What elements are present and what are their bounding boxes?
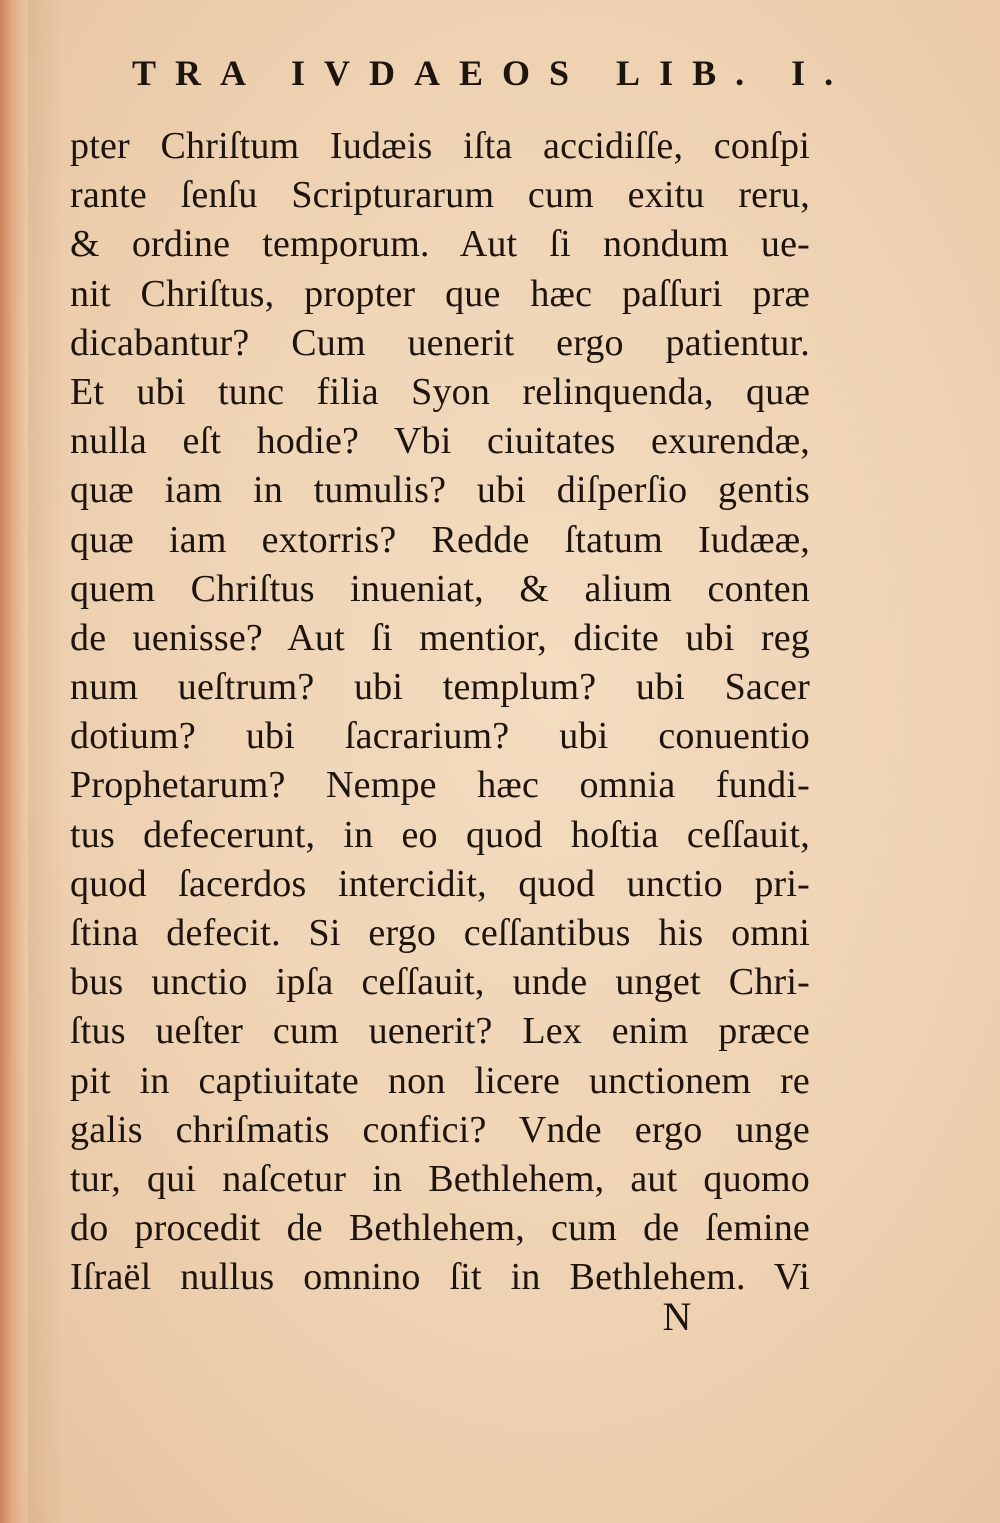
text-line: Et ubi tunc filia Syon relinquenda, quæ	[70, 370, 810, 413]
text-line: ſtina defecit. Si ergo ceſſantibus his omni	[70, 912, 810, 954]
text-line: ſtus ueſter cum uenerit? Lex enim præce	[70, 1010, 810, 1053]
text-line: pter Chriſtum Iudæis iſta accidiſſe, conſpi	[70, 125, 810, 167]
text-line: bus unctio ipſa ceſſauit, unde unget Chri-	[70, 961, 810, 1004]
page-gutter-edge	[0, 0, 28, 1523]
text-line: nulla eſt hodie? Vbi ciuitates exurendæ,	[70, 420, 810, 463]
signature-mark: N	[662, 1294, 692, 1339]
text-line: pit in captiuitate non licere unctionem re	[70, 1059, 810, 1102]
text-line: num ueſtrum? ubi templum? ubi Sacer	[70, 666, 810, 709]
text-line: tur, qui naſcetur in Bethlehem, aut quomo	[70, 1157, 810, 1200]
body-text	[70, 122, 810, 1303]
text-line: de uenisse? Aut ſi mentior, dicite ubi reg	[70, 616, 810, 659]
text-line: do procedit de Bethlehem, cum de ſemine	[70, 1207, 810, 1250]
text-line: Iſraël nullus omnino ſit in Bethlehem. Vi	[70, 1256, 810, 1299]
text-line: dicabantur? Cum uenerit ergo patientur.	[70, 321, 810, 364]
text-line: rante ſenſu Scripturarum cum exitu reru,	[70, 174, 810, 217]
text-line: quem Chriſtus inueniat, & alium conten	[70, 567, 810, 610]
text-line: Prophetarum? Nempe hæc omnia fundi-	[70, 764, 810, 807]
text-line: quod ſacerdos intercidit, quod unctio pri-	[70, 862, 810, 905]
text-line: nit Chriſtus, propter que hæc paſſuri præ	[70, 272, 810, 315]
text-line: quæ iam extorris? Redde ſtatum Iudææ,	[70, 518, 810, 561]
page-fold-shadow	[28, 0, 64, 1523]
text-line: quæ iam in tumulis? ubi diſperſio gentis	[70, 469, 810, 512]
text-line: dotium? ubi ſacrarium? ubi conuentio	[70, 715, 810, 758]
running-head: TRA IVDAEOS LIB. I.	[132, 53, 853, 93]
text-line: tus defecerunt, in eo quod hoſtia ceſſauit,	[70, 813, 810, 856]
text-line: & ordine temporum. Aut ſi nondum ue-	[70, 223, 810, 266]
text-line: galis chriſmatis confici? Vnde ergo unge	[70, 1108, 810, 1151]
